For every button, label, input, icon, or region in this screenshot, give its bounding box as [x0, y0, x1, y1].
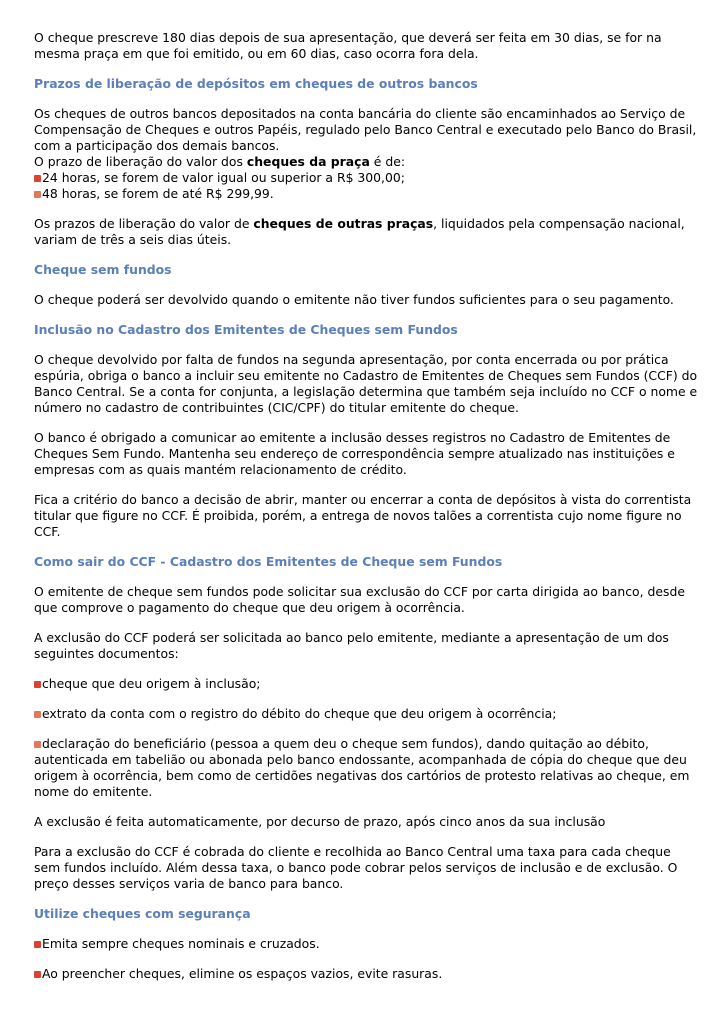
bullet-icon: [34, 681, 41, 688]
paragraph-bank-criteria: Fica a critério do banco a decisão de abrir, manter ou encerrar a conta de depósitos à vista do correntista titular que figure no CCF. É proibida, porém, a entrega de novos talões a correntista cujo nome figure no CCF.: [34, 492, 692, 539]
paragraph-bank-notify: O banco é obrigado a comunicar ao emitente a inclusão desses registros no Cadastro de Emitentes de Cheques Sem Fundo. Mantenha seu endereço de correspondência sempre atualizado nas instituições e empresas com as quais mantém relacionamento de crédito.: [34, 430, 675, 477]
list-item: Ao preencher cheques, elimine os espaços vazios, evite rasuras.: [34, 966, 700, 982]
paragraph-exclusion-fee: Para a exclusão do CCF é cobrada do cliente e recolhida ao Banco Central uma taxa para cada cheque sem fundos incluído. Além dessa taxa, o banco pode cobrar pelos serviços de inclusão e de exclusão. O preço desses serviços varia de banco para banco.: [34, 844, 678, 891]
list-item: cheque que deu origem à inclusão;: [34, 676, 700, 692]
list-item: 48 horas, se forem de até R$ 299,99.: [34, 186, 700, 202]
release-term-line: [34, 154, 700, 170]
release-term-bold: cheques da praça: [246, 154, 370, 169]
list-item: declaração do beneficiário (pessoa a quem deu o cheque sem fundos), dando quitação ao débito, autenticada em tabelião ou abonada pelo banco endossante, acompanhada de cópia do cheque que deu origem à ocorrência, bem como de certidões negativas dos cartórios de protesto relativas ao cheque, em nome do emitente.: [34, 736, 690, 799]
bullet-icon: [34, 971, 41, 978]
paragraph-ccf-inclusion: O cheque devolvido por falta de fundos na segunda apresentação, por conta encerrada ou por prática espúria, obriga o banco a incluir seu emitente no Cadastro de Emitentes de Cheques sem Fundos (CCF) do Banco Central. Se a conta for conjunta, a legislação determina que também seja incluído no CCF o nome e número no cadastro de contribuintes (CIC/CPF) do titular emitente do cheque.: [34, 352, 698, 415]
paragraph-returned: O cheque poderá ser devolvido quando o emitente não tiver fundos suficientes para o seu pagamento.: [34, 292, 674, 307]
bullet-icon: [34, 191, 41, 198]
other-places-bold: cheques de outras praças: [253, 216, 434, 231]
heading-bounced-check: Cheque sem fundos: [34, 262, 172, 277]
paragraph-exclusion-documents: A exclusão do CCF poderá ser solicitada ao banco pelo emitente, mediante a apresentação de um dos seguintes documentos:: [34, 630, 669, 661]
heading-deposit-release: Prazos de liberação de depósitos em cheques de outros bancos: [34, 76, 478, 91]
bullet-icon: [34, 941, 41, 948]
heading-safe-checks: Utilize cheques com segurança: [34, 906, 251, 921]
paragraph-other-places: Os prazos de liberação do valor de cheques de outras praças, liquidados pela compensação nacional, variam de três a seis dias úteis.: [34, 216, 685, 247]
list-item: 24 horas, se forem de valor igual ou superior a R$ 300,00;: [34, 170, 700, 186]
heading-leave-ccf: Como sair do CCF - Cadastro dos Emitentes de Cheque sem Fundos: [34, 554, 503, 569]
bullet-icon: [34, 711, 41, 718]
paragraph-prescription: O cheque prescreve 180 dias depois de sua apresentação, que deverá ser feita em 30 dias, se for na mesma praça em que foi emitido, ou em 60 dias, caso ocorra fora dela.: [34, 30, 662, 61]
release-term-pre: O prazo de liberação do valor dos: [34, 154, 247, 169]
list-item: Emita sempre cheques nominais e cruzados.: [34, 936, 700, 952]
heading-ccf-inclusion: Inclusão no Cadastro dos Emitentes de Cheques sem Fundos: [34, 322, 458, 337]
paragraph-clearing: [34, 106, 700, 202]
release-term-post: é de:: [369, 154, 406, 169]
bullet-icon: [34, 741, 41, 748]
clearing-text: Os cheques de outros bancos depositados na conta bancária do cliente são encaminhados ao Serviço de Compensação de Cheques e outros Papéis, regulado pelo Banco Central e executado pelo Banco do Brasil, com a participação dos demais bancos.: [34, 106, 697, 153]
list-item: extrato da conta com o registro do débito do cheque que deu origem à ocorrência;: [34, 706, 700, 722]
paragraph-auto-exclusion: A exclusão é feita automaticamente, por decurso de prazo, após cinco anos da sua inclusão: [34, 814, 606, 829]
paragraph-exclusion-request: O emitente de cheque sem fundos pode solicitar sua exclusão do CCF por carta dirigida ao banco, desde que comprove o pagamento do cheque que deu origem à ocorrência.: [34, 584, 685, 615]
bullet-icon: [34, 175, 41, 182]
